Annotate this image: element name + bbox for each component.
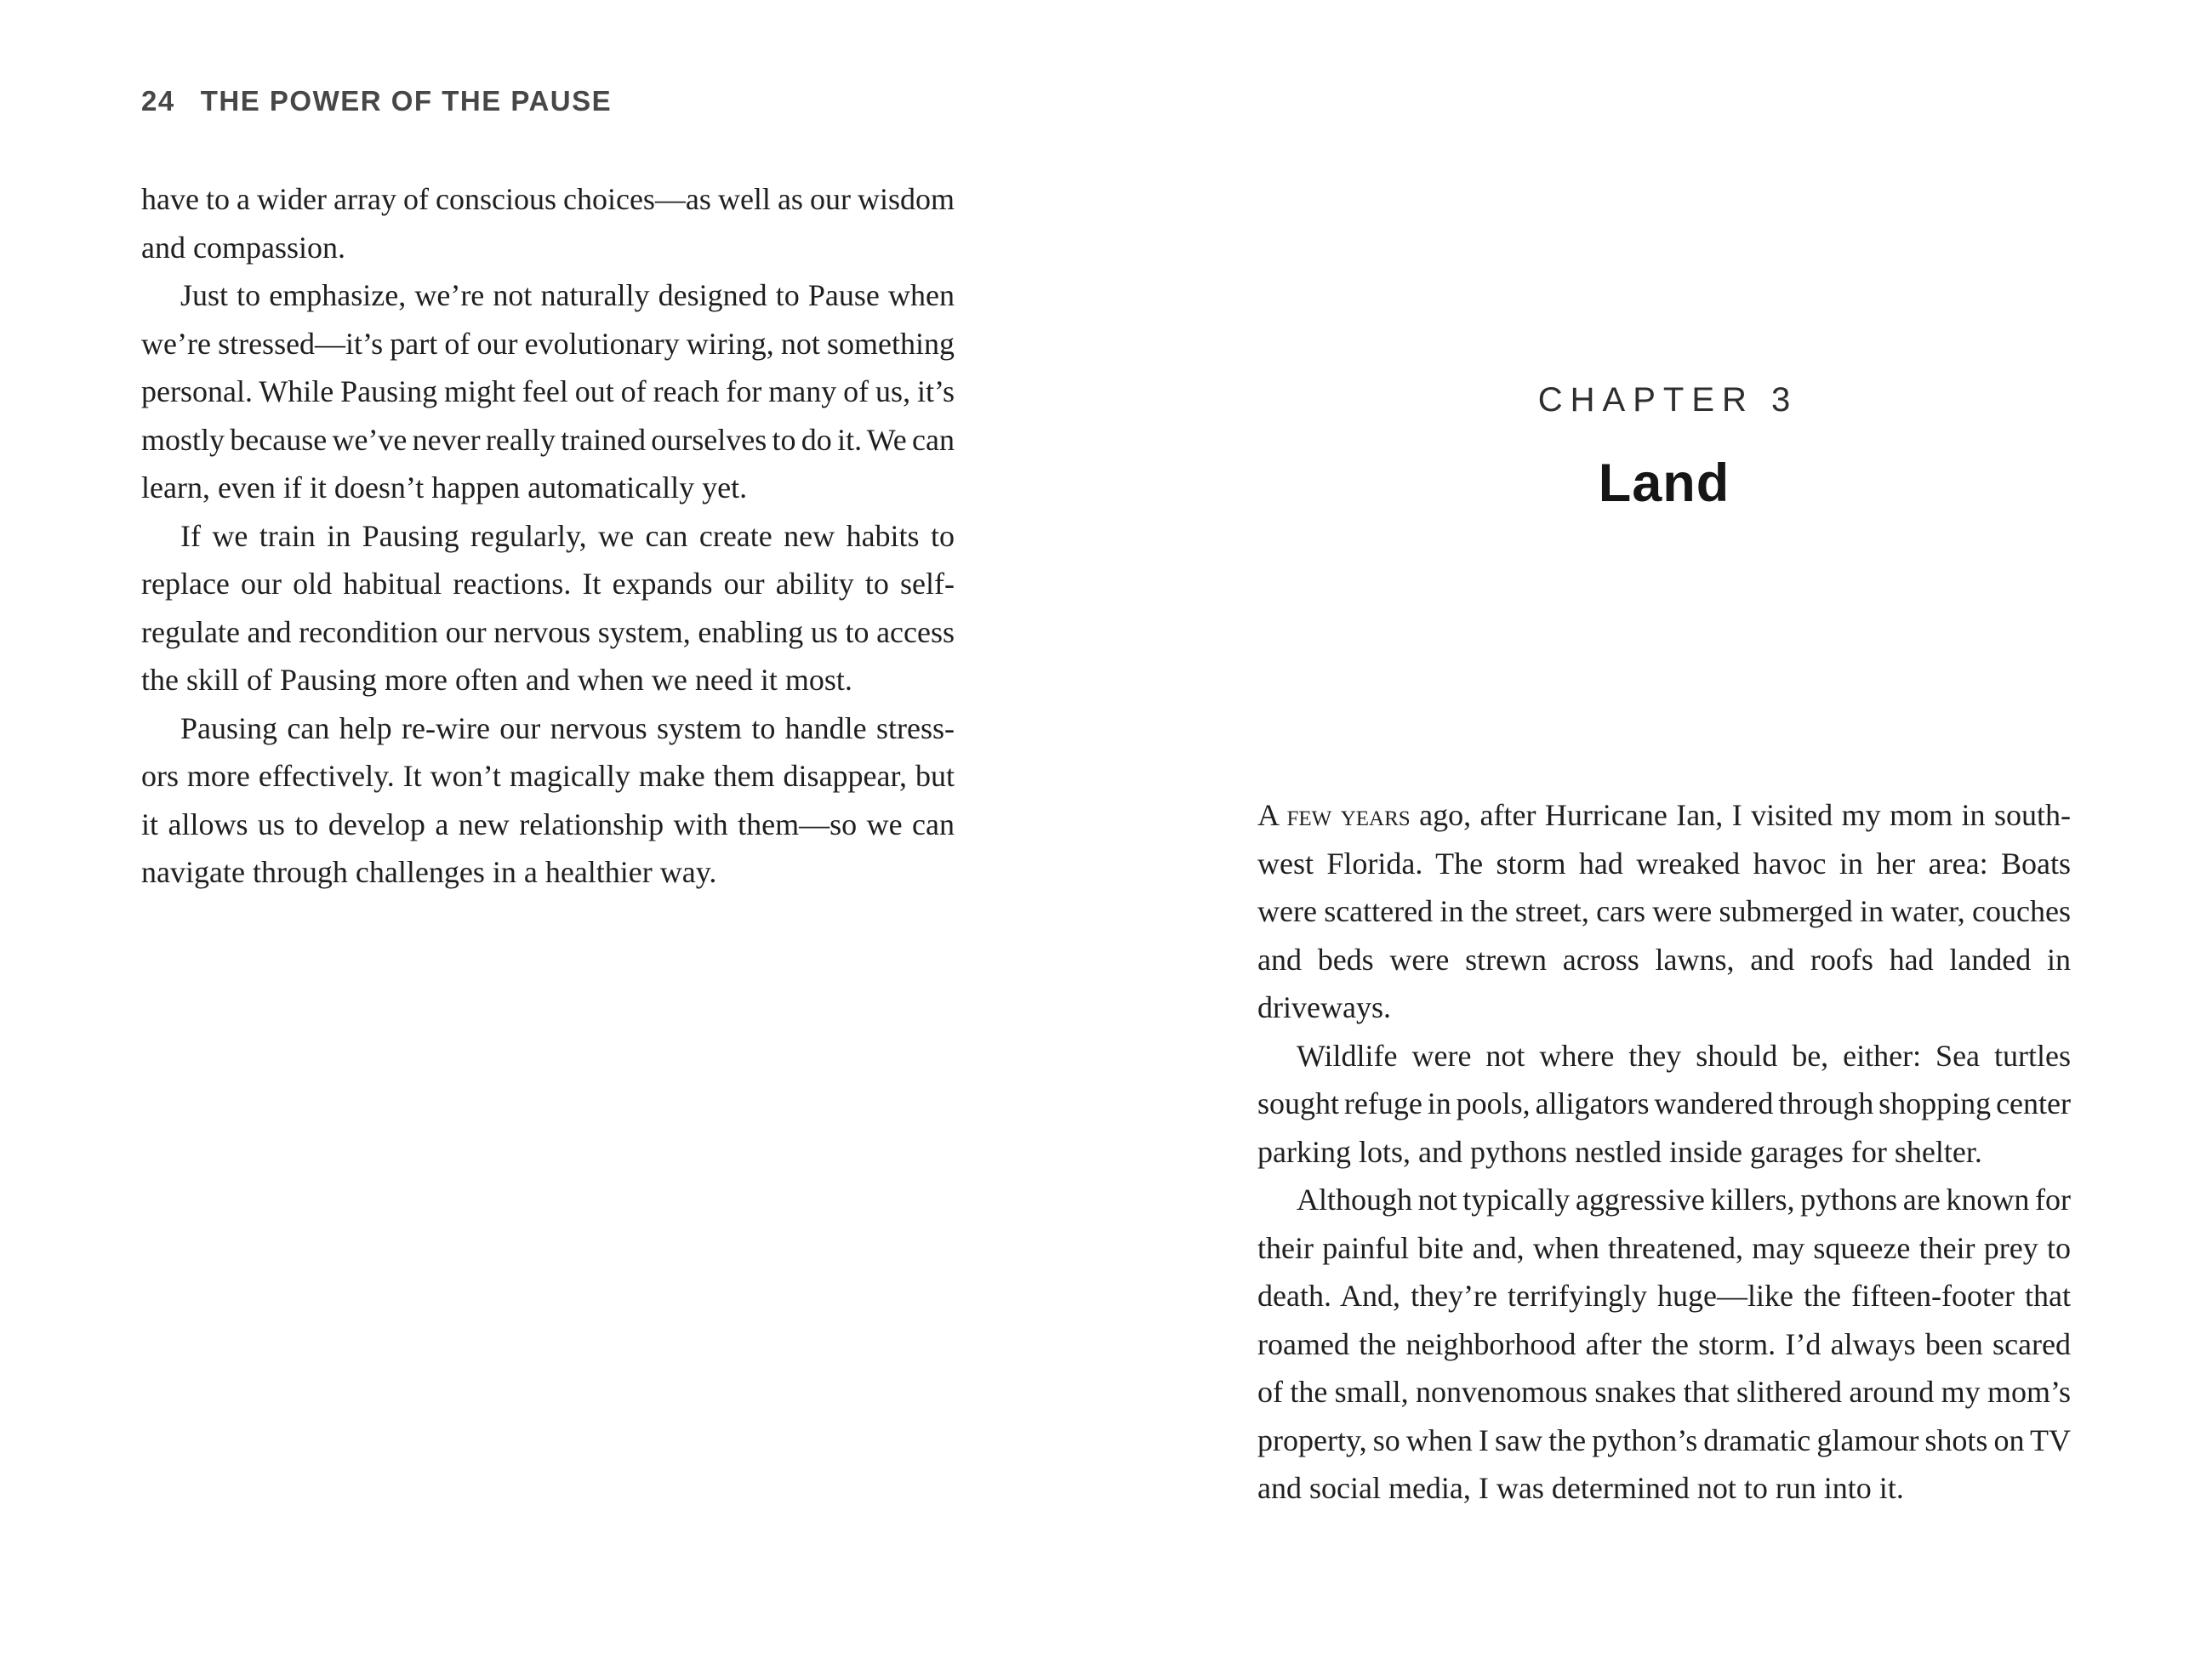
text-line: replace our old habitual reactions. It expands our ability to self- [141, 567, 955, 601]
text-line: sought refuge in pools, alligators wandered through shopping center [1257, 1086, 2071, 1120]
text-line: and compassion. [141, 230, 345, 265]
text-line: of the small, nonvenomous snakes that slithered around my mom’s [1257, 1375, 2071, 1409]
text-line: west Florida. The storm had wreaked havoc in her area: Boats [1257, 846, 2071, 881]
text-line: ors more effectively. It won’t magically make them disappear, but [141, 759, 955, 793]
text-line: A few years ago, after Hurricane Ian, I visited my mom in south- [1257, 798, 2071, 832]
small-caps-lead-in: A few years [1257, 798, 1411, 832]
text-line: have to a wider array of conscious choices—as well as our wisdom [141, 182, 955, 216]
text-line: roamed the neighborhood after the storm. I’d always been scared [1257, 1326, 2071, 1361]
chapter-title: Land [1598, 453, 1730, 513]
text-line: Although not typically aggressive killers, pythons are known for [1297, 1183, 2071, 1217]
text-line: property, so when I saw the python’s dramatic glamour shots on TV [1257, 1422, 2071, 1457]
text-line: death. And, they’re terrifyingly huge—like the fifteen-footer that [1257, 1279, 2071, 1313]
text-line: we’re stressed—it’s part of our evolutionary wiring, not something [141, 326, 955, 361]
text-line: If we train in Pausing regularly, we can create new habits to [180, 518, 955, 553]
running-header: THE POWER OF THE PAUSE [200, 85, 613, 117]
text-line: mostly because we’ve never really trained ourselves to do it. We can [141, 422, 955, 457]
text-line: Just to emphasize, we’re not naturally designed to Pause when [180, 278, 955, 312]
right-page-body [1257, 791, 2071, 1513]
text-line: regulate and recondition our nervous system, enabling us to access [141, 614, 955, 649]
chapter-label: CHAPTER 3 [1537, 381, 1799, 419]
text-line: Wildlife were not where they should be, either: Sea turtles [1297, 1038, 2071, 1073]
text-line: parking lots, and pythons nestled inside garages for shelter. [1257, 1134, 1982, 1169]
text-line: driveways. [1257, 990, 1391, 1024]
text-line: the skill of Pausing more often and when we need it most. [141, 663, 852, 697]
text-line: Pausing can help re-wire our nervous system to handle stress- [180, 710, 955, 745]
text-line: it allows us to develop a new relationship with them—so we can [141, 807, 955, 841]
text-line: and beds were strewn across lawns, and roofs had landed in [1257, 942, 2071, 977]
text-line: were scattered in the street, cars were submerged in water, couches [1257, 894, 2071, 928]
text-line: personal. While Pausing might feel out of reach for many of us, it’s [141, 374, 955, 408]
text-line: navigate through challenges in a healthier way. [141, 855, 717, 889]
text-line: and social media, I was determined not to run into it. [1257, 1471, 1904, 1505]
page-number: 24 [141, 85, 175, 117]
text-line: learn, even if it doesn’t happen automatically yet. [141, 470, 748, 505]
text-line: their painful bite and, when threatened, may squeeze their prey to [1257, 1230, 2071, 1265]
